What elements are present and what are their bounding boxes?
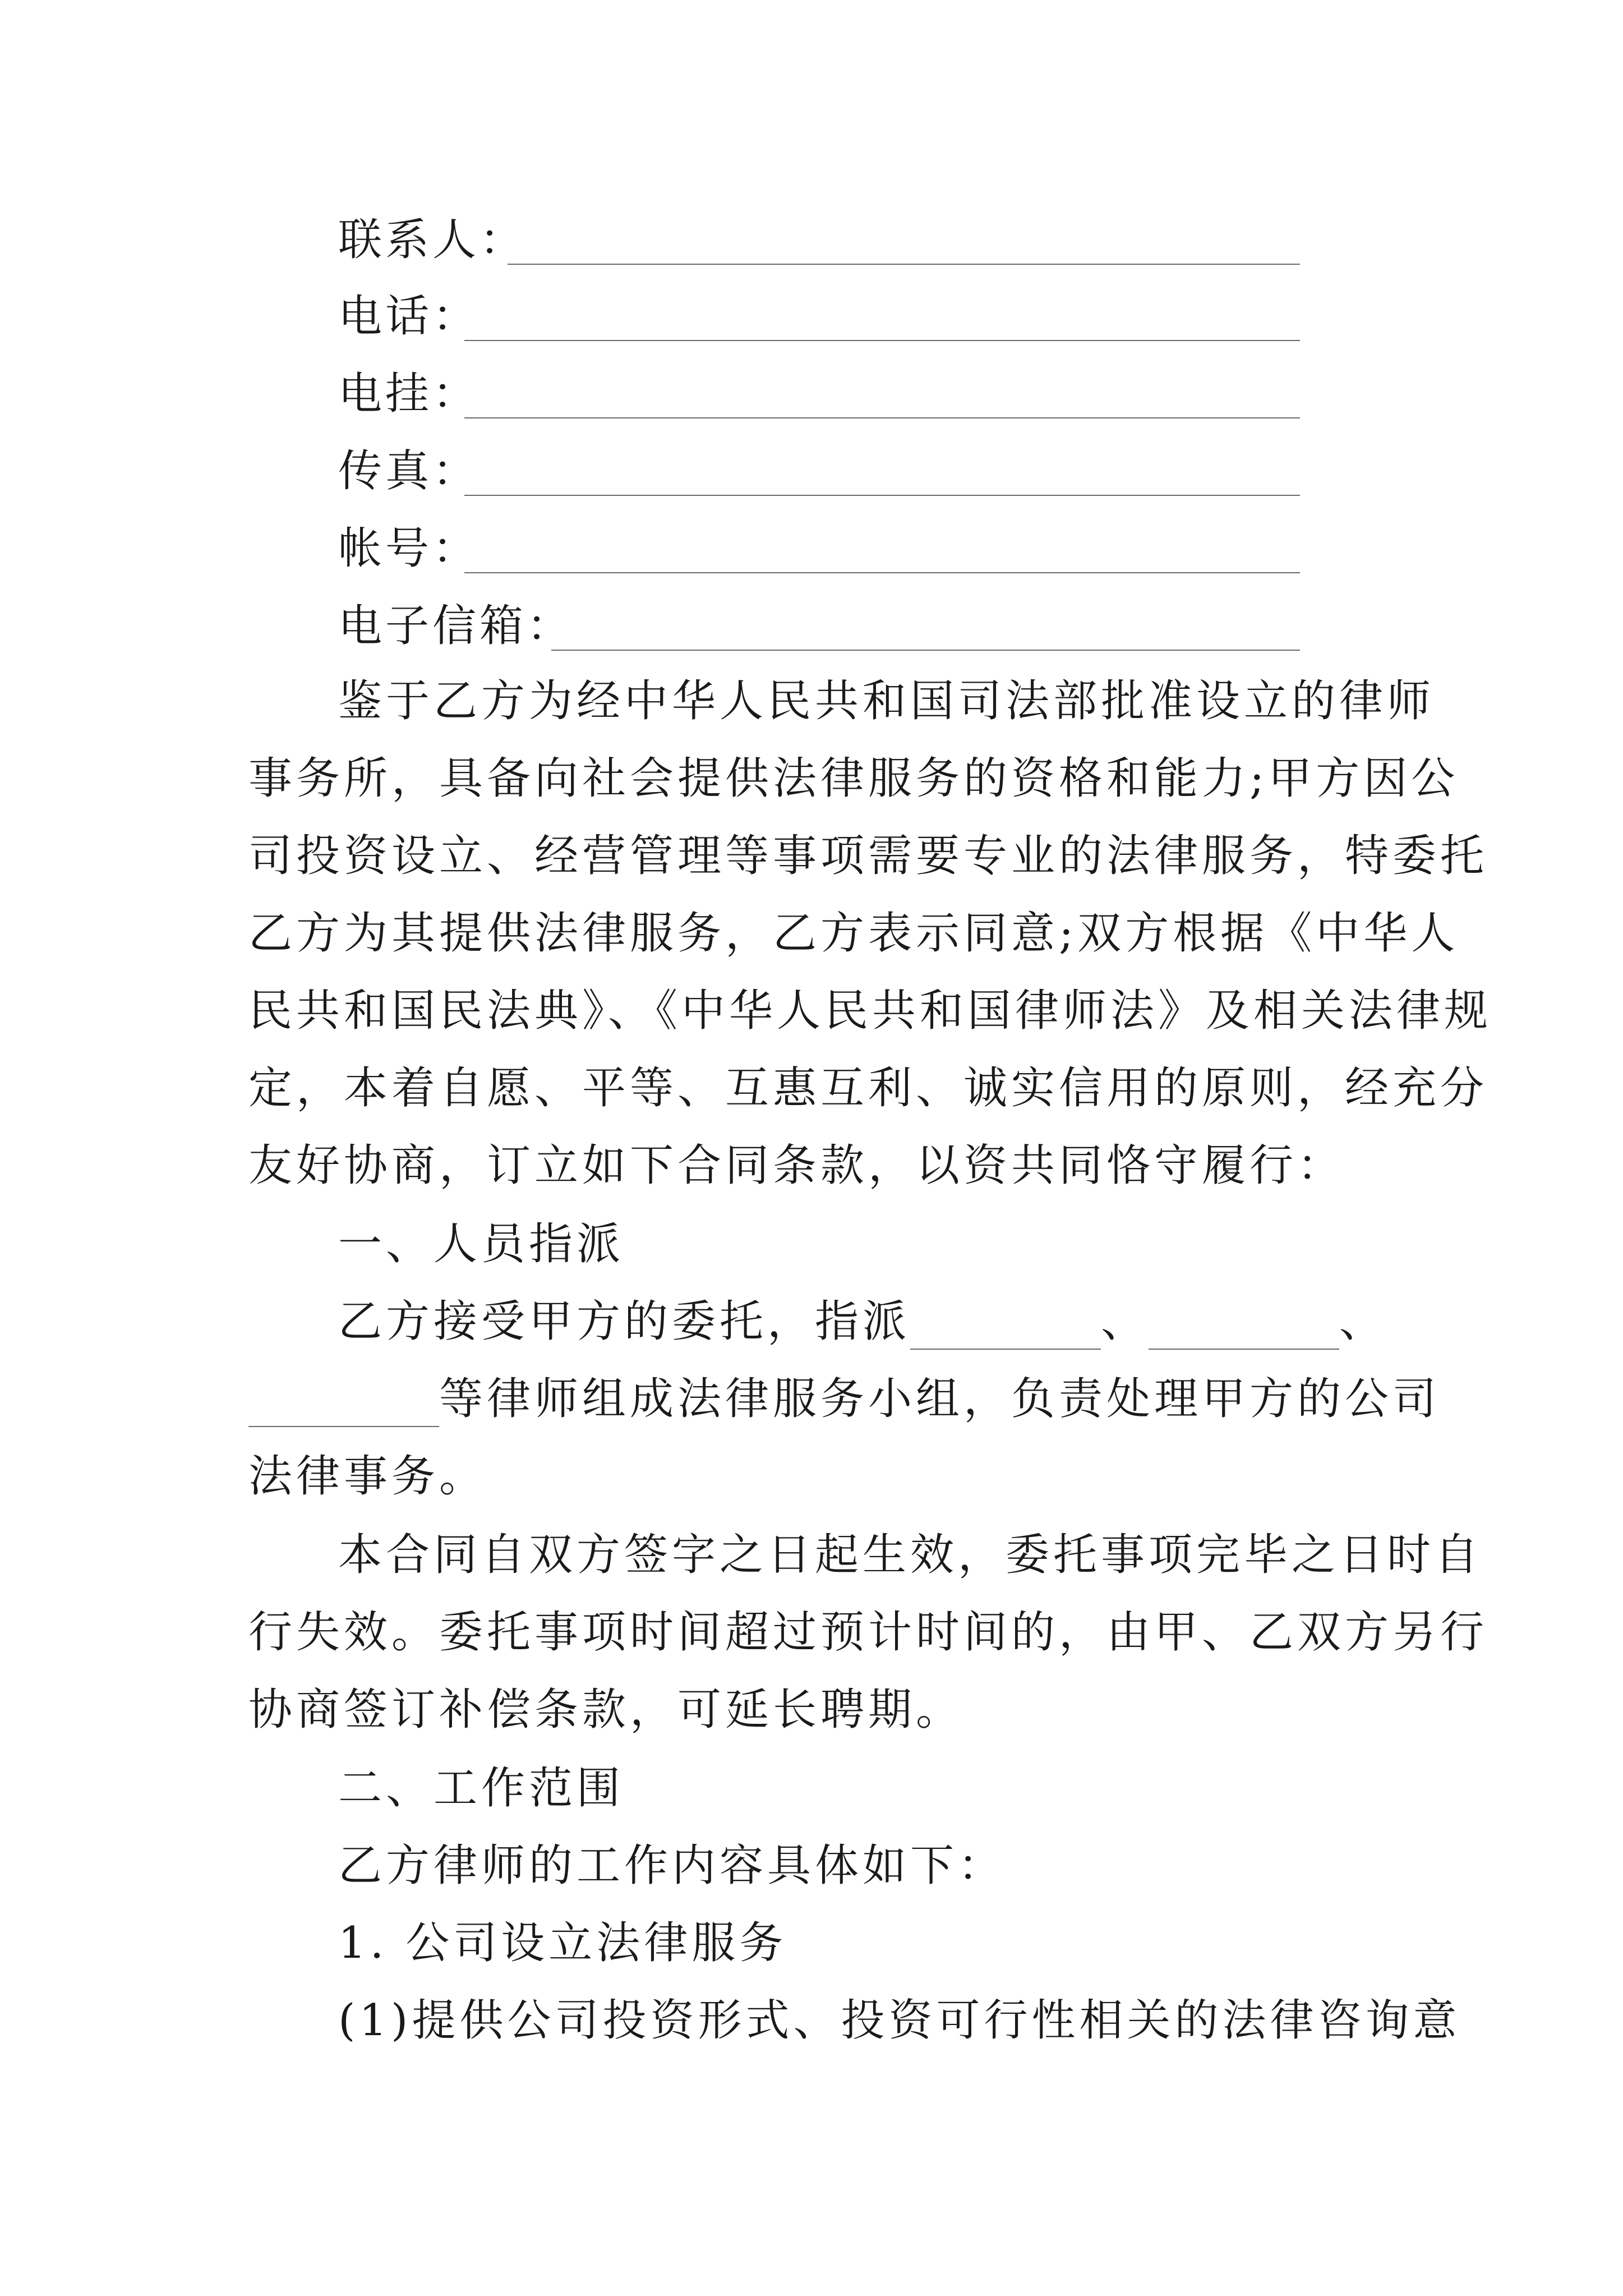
telegraph-label: 电挂： xyxy=(338,369,480,419)
contact-field-account xyxy=(338,521,479,577)
account-blank[interactable] xyxy=(464,572,1300,573)
contact-field-contact-person xyxy=(338,212,527,268)
phone-label: 电话： xyxy=(338,291,480,342)
section-2-heading: 二、工作范围 xyxy=(338,1763,625,1814)
fax-blank[interactable] xyxy=(464,495,1300,496)
fax-label: 传真： xyxy=(338,446,480,496)
email-blank[interactable] xyxy=(551,650,1300,651)
section-2-intro: 乙方律师的工作内容具体如下： xyxy=(338,1841,1006,1891)
contact-field-fax xyxy=(338,443,479,499)
assignment-separator-1: 、 xyxy=(1101,1296,1149,1347)
contact-person-label: 联系人： xyxy=(338,215,527,265)
section-1-heading: 一、人员指派 xyxy=(338,1219,625,1269)
lawyer-name-blank-1[interactable] xyxy=(910,1304,1101,1350)
effect-line-3: 协商签订补偿条款，可延长聘期。 xyxy=(248,1685,964,1735)
assignment-separator-2: 、 xyxy=(1339,1296,1387,1347)
assignment-line-3: 法律事务。 xyxy=(248,1451,487,1502)
section-2-item-1-sub-1: (1)提供公司投资形式、投资可行性相关的法律咨询意 xyxy=(338,1995,1461,2046)
preamble-line-3: 司投资设立、经营管理等事项需要专业的法律服务，特委托 xyxy=(248,831,1488,881)
phone-blank[interactable] xyxy=(464,340,1300,341)
preamble-line-5: 民共和国民法典》、《中华人民共和国律师法》及相关法律规 xyxy=(248,986,1492,1036)
contact-field-phone xyxy=(338,288,479,344)
preamble-line-6: 定，本着自愿、平等、互惠互利、诚实信用的原则，经充分 xyxy=(248,1063,1488,1114)
effect-line-1: 本合同自双方签字之日起生效，委托事项完毕之日时自 xyxy=(338,1530,1483,1580)
assignment-line-2 xyxy=(248,1371,1440,1427)
lawyer-name-blank-3[interactable] xyxy=(248,1381,439,1427)
effect-line-2: 行失效。委托事项时间超过预计时间的，由甲、乙双方另行 xyxy=(248,1607,1488,1658)
preamble-line-1: 鉴于乙方为经中华人民共和国司法部批准设立的律师 xyxy=(338,676,1435,726)
email-label: 电子信箱： xyxy=(338,601,574,651)
preamble-line-4: 乙方为其提供法律服务，乙方表示同意;双方根据《中华人 xyxy=(248,908,1459,959)
preamble-line-7: 友好协商，订立如下合同条款，以资共同恪守履行： xyxy=(248,1140,1345,1191)
assignment-line-1 xyxy=(338,1294,1387,1350)
contact-field-email xyxy=(338,598,574,654)
lawyer-name-blank-2[interactable] xyxy=(1149,1304,1339,1350)
preamble-line-2: 事务所，具备向社会提供法律服务的资格和能力;甲方因公 xyxy=(248,753,1459,804)
telegraph-blank[interactable] xyxy=(464,417,1300,418)
section-2-item-1: 1. 公司设立法律服务 xyxy=(338,1918,787,1968)
assignment-line-2-text: 等律师组成法律服务小组，负责处理甲方的公司 xyxy=(439,1374,1441,1424)
contact-field-telegraph xyxy=(338,366,479,422)
assignment-prefix: 乙方接受甲方的委托，指派 xyxy=(338,1296,911,1347)
contact-person-blank[interactable] xyxy=(508,264,1300,265)
account-label: 帐号： xyxy=(338,523,480,574)
